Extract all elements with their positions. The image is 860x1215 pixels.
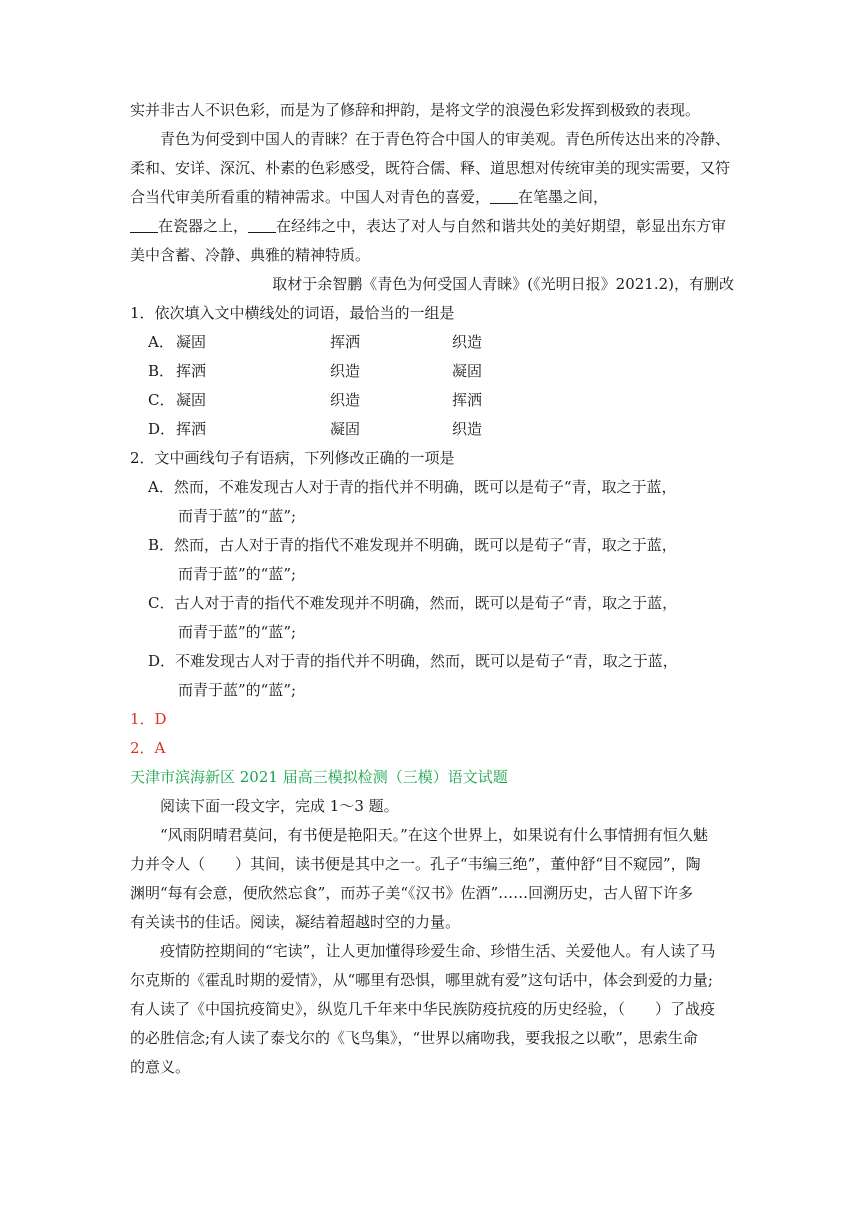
passage-line: 渊明“每有会意，便欣然忘食”，而苏子美“《汉书》佐酒”……回溯历史，古人留下许多 (130, 884, 694, 902)
answer-line: 1．D (130, 710, 167, 728)
answer-line: 2．A (130, 739, 166, 757)
passage-line: “风雨阴晴君莫问，有书便是艳阳天。”在这个世界上，如果说有什么事情拥有恒久魅 (160, 826, 708, 844)
option-line: 而青于蓝”的“蓝”; (178, 507, 297, 525)
option-word: 挥洒 (176, 420, 207, 438)
passage-text: 合当代审美所看重的精神需求。中国人对青色的喜爱， (130, 188, 491, 206)
option-line: A．然而，不难发现古人对于青的指代并不明确，既可以是荀子“青，取之于蓝， (148, 478, 677, 496)
option-line: 而青于蓝”的“蓝”; (178, 681, 297, 699)
option-letter: D． (148, 420, 176, 438)
passage-line: 美中含蓄、冷静、典雅的精神特质。 (130, 246, 371, 264)
passage-line: 力并令人（ ）其间，读书便是其中之一。孔子“韦编三绝”，董仲舒“目不窥园”，陶 (130, 855, 701, 873)
option-line: C．古人对于青的指代不难发现并不明确，然而，既可以是荀子“青，取之于蓝， (148, 594, 678, 612)
option-word: 挥洒 (176, 362, 207, 380)
option-line: B．然而，古人对于青的指代不难发现并不明确，既可以是荀子“青，取之于蓝， (148, 536, 677, 554)
section-title: 天津市滨海新区 2021 届高三模拟检测（三模）语文试题 (130, 768, 508, 786)
option-line: D．不难发现古人对于青的指代并不明确，然而，既可以是荀子“青，取之于蓝， (148, 652, 678, 670)
option-letter: A． (148, 333, 174, 351)
option-word: 织造 (452, 420, 483, 438)
option-row (130, 328, 734, 357)
passage-line: 青色为何受到中国人的青睐？在于青色符合中国人的审美观。青色所传达出来的冷静、 (160, 130, 731, 148)
passage-line: 实并非古人不识色彩，而是为了修辞和押韵，是将文学的浪漫色彩发挥到极致的表现。 (130, 101, 701, 119)
option-word: 挥洒 (452, 391, 483, 409)
passage-line: 的意义。 (130, 1058, 191, 1076)
passage-line: 有人读了《中国抗疫简史》，纵览几千年来中华民族防疫抗疫的历史经验，（ ）了战疫 (130, 1000, 716, 1018)
option-word: 挥洒 (330, 333, 361, 351)
option-word: 织造 (452, 333, 483, 351)
option-row (130, 386, 734, 415)
option-letter: B． (148, 362, 175, 380)
option-row (130, 357, 734, 386)
instruction-line: 阅读下面一段文字，完成 1～3 题。 (160, 797, 399, 815)
document-page (130, 96, 734, 1082)
passage-text: 在笔墨之间， (518, 188, 609, 206)
option-word: 凝固 (330, 420, 361, 438)
passage-text: 在瓷器之上， (158, 217, 249, 235)
passage-line (130, 183, 734, 212)
option-word: 凝固 (176, 391, 207, 409)
question-stem: 2．文中画线句子有语病，下列修改正确的一项是 (130, 449, 455, 467)
passage-line: 有关读书的佳话。阅读，凝结着超越时空的力量。 (130, 913, 461, 931)
passage-line: 的必胜信念;有人读了泰戈尔的《飞鸟集》，“世界以痛吻我，要我报之以歌”，思索生命 (130, 1029, 698, 1047)
option-line: 而青于蓝”的“蓝”; (178, 623, 297, 641)
fill-blank (248, 216, 276, 233)
passage-line: 疫情防控期间的“宅读”，让人更加懂得珍爱生命、珍惜生活、关爱他人。有人读了马 (160, 942, 716, 960)
option-word: 凝固 (452, 362, 483, 380)
passage-text: 在经纬之中，表达了对人与自然和谐共处的美好期望，彰显出东方审 (276, 217, 727, 235)
option-word: 凝固 (176, 333, 207, 351)
option-word: 织造 (330, 391, 361, 409)
option-line: 而青于蓝”的“蓝”; (178, 565, 297, 583)
option-word: 织造 (330, 362, 361, 380)
question-stem: 1．依次填入文中横线处的词语，最恰当的一组是 (130, 304, 455, 322)
passage-line: 柔和、安详、深沉、朴素的色彩感受，既符合儒、释、道思想对传统审美的现实需要，又符 (130, 159, 731, 177)
option-letter: C． (148, 391, 175, 409)
passage-line: 尔克斯的《霍乱时期的爱情》，从“哪里有恐惧，哪里就有爱”这句话中，体会到爱的力量; (130, 971, 713, 989)
option-row (130, 415, 734, 444)
fill-blank (130, 216, 158, 233)
fill-blank (490, 187, 518, 204)
source-citation: 取材于余智鹏《青色为何受国人青睐》(《光明日报》2021.2)，有删改 (272, 275, 734, 293)
passage-line (130, 212, 734, 241)
